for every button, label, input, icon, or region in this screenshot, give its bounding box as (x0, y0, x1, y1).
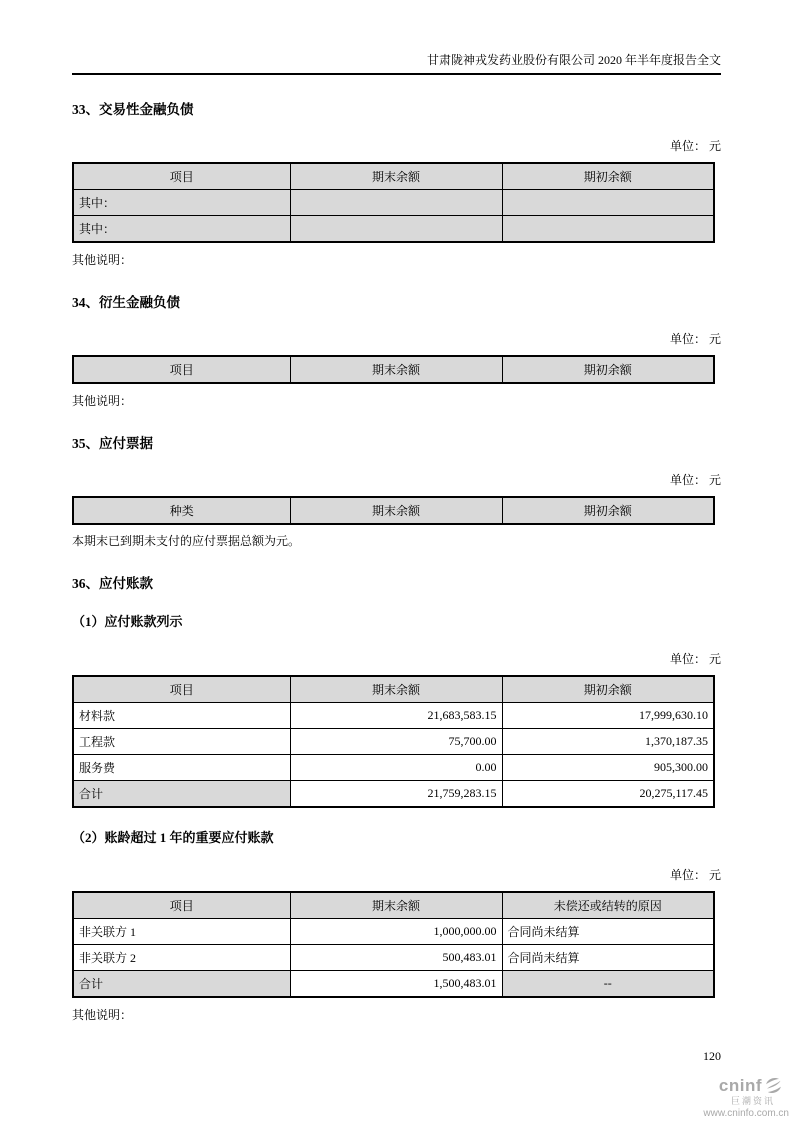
unit-label: 单位： 元 (669, 868, 721, 882)
closing-balance-cell: 75,700.00 (290, 729, 502, 755)
table-row (73, 755, 714, 781)
notes-payable-table (72, 496, 715, 525)
cninfo-url: www.cninfo.com.cn (703, 1108, 789, 1119)
total-row (73, 971, 714, 998)
section-35-title: 35、应付票据 (72, 436, 153, 451)
closing-balance-cell: 21,759,283.15 (290, 781, 502, 808)
table-header-row (73, 497, 714, 524)
report-header-title: 甘肃陇神戎发药业股份有限公司 2020 年半年度报告全文 (72, 0, 721, 75)
reason-cell: -- (502, 971, 714, 998)
other-notes-label: 其他说明： (72, 394, 133, 408)
table-cell (502, 190, 714, 216)
unit-label: 单位： 元 (669, 332, 721, 346)
closing-balance-cell: 500,483.01 (290, 945, 502, 971)
column-header: 种类 (73, 497, 290, 524)
column-header: 期末余额 (290, 163, 502, 190)
section-33-title: 33、交易性金融负债 (72, 102, 194, 117)
table-row (73, 190, 714, 216)
reason-cell: 合同尚未结算 (502, 919, 714, 945)
page-number: 120 (703, 1049, 721, 1063)
report-page (72, 0, 721, 1064)
other-notes-label: 其他说明： (72, 253, 133, 267)
cninfo-brand-text: cninf (718, 1076, 762, 1095)
cninfo-chinese-name: 巨潮资讯 (730, 1096, 775, 1106)
cninfo-swirl-icon (764, 1076, 783, 1095)
column-header: 项目 (73, 163, 290, 190)
aged-accounts-payable-table (72, 891, 715, 998)
column-header: 期初余额 (502, 356, 714, 383)
table-cell (502, 216, 714, 243)
item-cell: 工程款 (73, 729, 290, 755)
opening-balance-cell: 17,999,630.10 (502, 703, 714, 729)
trading-financial-liabilities-table (72, 162, 715, 243)
derivative-financial-liabilities-table (72, 355, 715, 384)
column-header: 期末余额 (290, 676, 502, 703)
section-34-title: 34、衍生金融负债 (72, 295, 180, 310)
total-row (73, 781, 714, 808)
accounts-payable-table (72, 675, 715, 808)
opening-balance-cell: 20,275,117.45 (502, 781, 714, 808)
opening-balance-cell: 1,370,187.35 (502, 729, 714, 755)
reason-cell: 合同尚未结算 (502, 945, 714, 971)
column-header: 未偿还或结转的原因 (502, 892, 714, 919)
table-header-row (73, 892, 714, 919)
opening-balance-cell: 905,300.00 (502, 755, 714, 781)
other-notes-label: 其他说明： (72, 1008, 133, 1022)
section-36-1-title: （1）应付账款列示 (72, 614, 183, 629)
closing-balance-cell: 0.00 (290, 755, 502, 781)
column-header: 期初余额 (502, 163, 714, 190)
section-36-title: 36、应付账款 (72, 576, 153, 591)
item-cell: 服务费 (73, 755, 290, 781)
table-row (73, 216, 714, 243)
table-cell: 其中： (73, 216, 290, 243)
table-cell (290, 216, 502, 243)
table-row (73, 945, 714, 971)
column-header: 项目 (73, 676, 290, 703)
notes-payable-remark: 本期末已到期未支付的应付票据总额为元。 (72, 534, 301, 548)
item-cell: 非关联方 2 (73, 945, 290, 971)
closing-balance-cell: 1,000,000.00 (290, 919, 502, 945)
column-header: 期末余额 (290, 356, 502, 383)
column-header: 项目 (73, 892, 290, 919)
item-cell: 非关联方 1 (73, 919, 290, 945)
unit-label: 单位： 元 (669, 652, 721, 666)
cninfo-logo-row (689, 1076, 789, 1095)
column-header: 期初余额 (502, 676, 714, 703)
column-header: 期末余额 (290, 497, 502, 524)
unit-label: 单位： 元 (669, 139, 721, 153)
table-cell: 其中： (73, 190, 290, 216)
table-row (73, 919, 714, 945)
item-cell: 材料款 (73, 703, 290, 729)
column-header: 项目 (73, 356, 290, 383)
table-row (73, 729, 714, 755)
closing-balance-cell: 21,683,583.15 (290, 703, 502, 729)
unit-label: 单位： 元 (669, 473, 721, 487)
column-header: 期末余额 (290, 892, 502, 919)
closing-balance-cell: 1,500,483.01 (290, 971, 502, 998)
total-label-cell: 合计 (73, 781, 290, 808)
cninfo-logo (689, 1076, 789, 1119)
section-36-2-title: （2）账龄超过 1 年的重要应付账款 (72, 830, 274, 845)
table-header-row (73, 676, 714, 703)
table-cell (290, 190, 502, 216)
total-label-cell: 合计 (73, 971, 290, 998)
table-header-row (73, 356, 714, 383)
column-header: 期初余额 (502, 497, 714, 524)
table-row (73, 703, 714, 729)
table-header-row (73, 163, 714, 190)
